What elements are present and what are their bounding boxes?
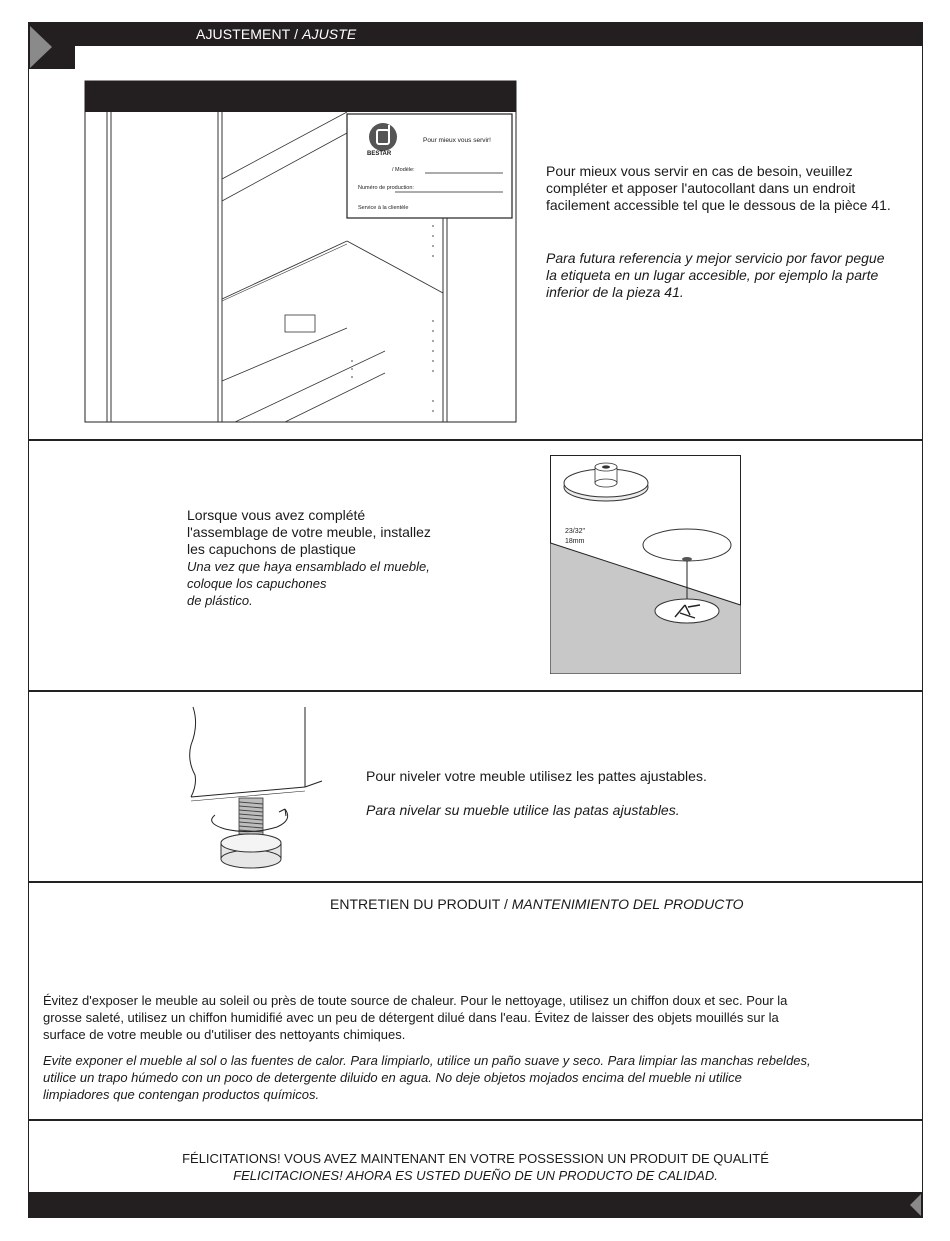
header-bar [28,22,923,46]
sticker-production-label: Numéro de production: [358,185,414,191]
footer-bar [28,1192,923,1218]
sticker-headline: Pour mieux vous servir! [423,137,491,144]
dim-mm-label: 18mm [565,538,585,545]
section4-title [330,896,744,913]
section-divider-1 [28,439,923,441]
section1-text-es: Para futura referencia y mejor servicio por favor pegue la etiqueta en un lugar accesible, por ejemplo la parte inferior de la pieza 41. [546,250,885,300]
sticker-brand: BESTAR [367,151,392,157]
section4-es-line-3: limpiadores que contengan productos químicos. [43,1087,320,1102]
adjustable-leg-illustration [185,705,335,875]
section2-es-line-1: Una vez que haya ensamblado el mueble, [187,559,430,574]
corner-arrow-icon [30,26,52,68]
section4-fr-line-1: Évitez d'exposer le meuble au soleil ou près de toute source de chaleur. Pour le nettoyage, utilisez un chiffon doux et sec. Pour la [43,993,788,1008]
dim-inch-label: 23/32" [565,528,586,535]
header-title [196,26,356,42]
section2-es-line-3: de plástico. [187,593,253,608]
section-divider-4 [28,1119,923,1121]
header-title-fr: AJUSTEMENT / [196,26,303,42]
section4-title-fr: ENTRETIEN DU PRODUIT / [330,896,512,912]
section-divider-2 [28,690,923,692]
section2-text [187,507,487,609]
section4-es-line-1: Evite exponer el mueble al sol o las fuentes de calor. Para limpiarlo, utilice un paño suave y seco. Para limpiar las manchas rebeldes, [43,1053,811,1068]
section2-fr-line-2: l'assemblage de votre meuble, installez [187,524,431,540]
section1-text-fr: Pour mieux vous servir en cas de besoin, veuillez compléter et apposer l'autocollant dans un endroit facilement accessible tel que le dessous de la pièce 41. [546,163,891,213]
section3-text-fr: Pour niveler votre meuble utilisez les pattes ajustables. [366,768,707,784]
cabinet-sticker-illustration [85,81,517,423]
header-title-es: AJUSTE [302,26,357,42]
section-divider-3 [28,881,923,883]
section4-title-es: MANTENIMIENTO DEL PRODUCTO [511,896,744,912]
congrats-es: FELICITACIONES! AHORA ES USTED DUEÑO DE UN PRODUCTO DE CALIDAD. [233,1168,718,1183]
section4-body [43,992,913,1103]
section4-es-line-2: utilice un trapo húmedo con un poco de detergente diluido en agua. No deje objetos mojados encima del mueble ni utilice [43,1070,742,1085]
section2-fr-line-3: les capuchons de plastique [187,541,356,557]
sticker-service-label: Service à la clientèle [358,205,409,211]
section2-es-line-2: coloque los capuchones [187,576,327,591]
section2-fr-line-1: Lorsque vous avez complété [187,507,366,523]
page-arrow-icon [910,1194,921,1216]
section3-text-es: Para nivelar su mueble utilice las patas ajustables. [366,802,680,818]
section4-fr-line-3: surface de votre meuble ou d'utiliser des nettoyants chimiques. [43,1027,406,1042]
section4-fr-line-2: grosse saleté, utilisez un chiffon humidifié avec un peu de détergent dilué dans l'eau. Évitez de laisser des objets mouillés sur la [43,1010,779,1025]
plastic-cap-illustration [550,455,742,675]
sticker-model-label: / Modèle: [392,167,415,173]
congrats-fr: FÉLICITATIONS! VOUS AVEZ MAINTENANT EN VOTRE POSSESSION UN PRODUIT DE QUALITÉ [182,1151,769,1166]
